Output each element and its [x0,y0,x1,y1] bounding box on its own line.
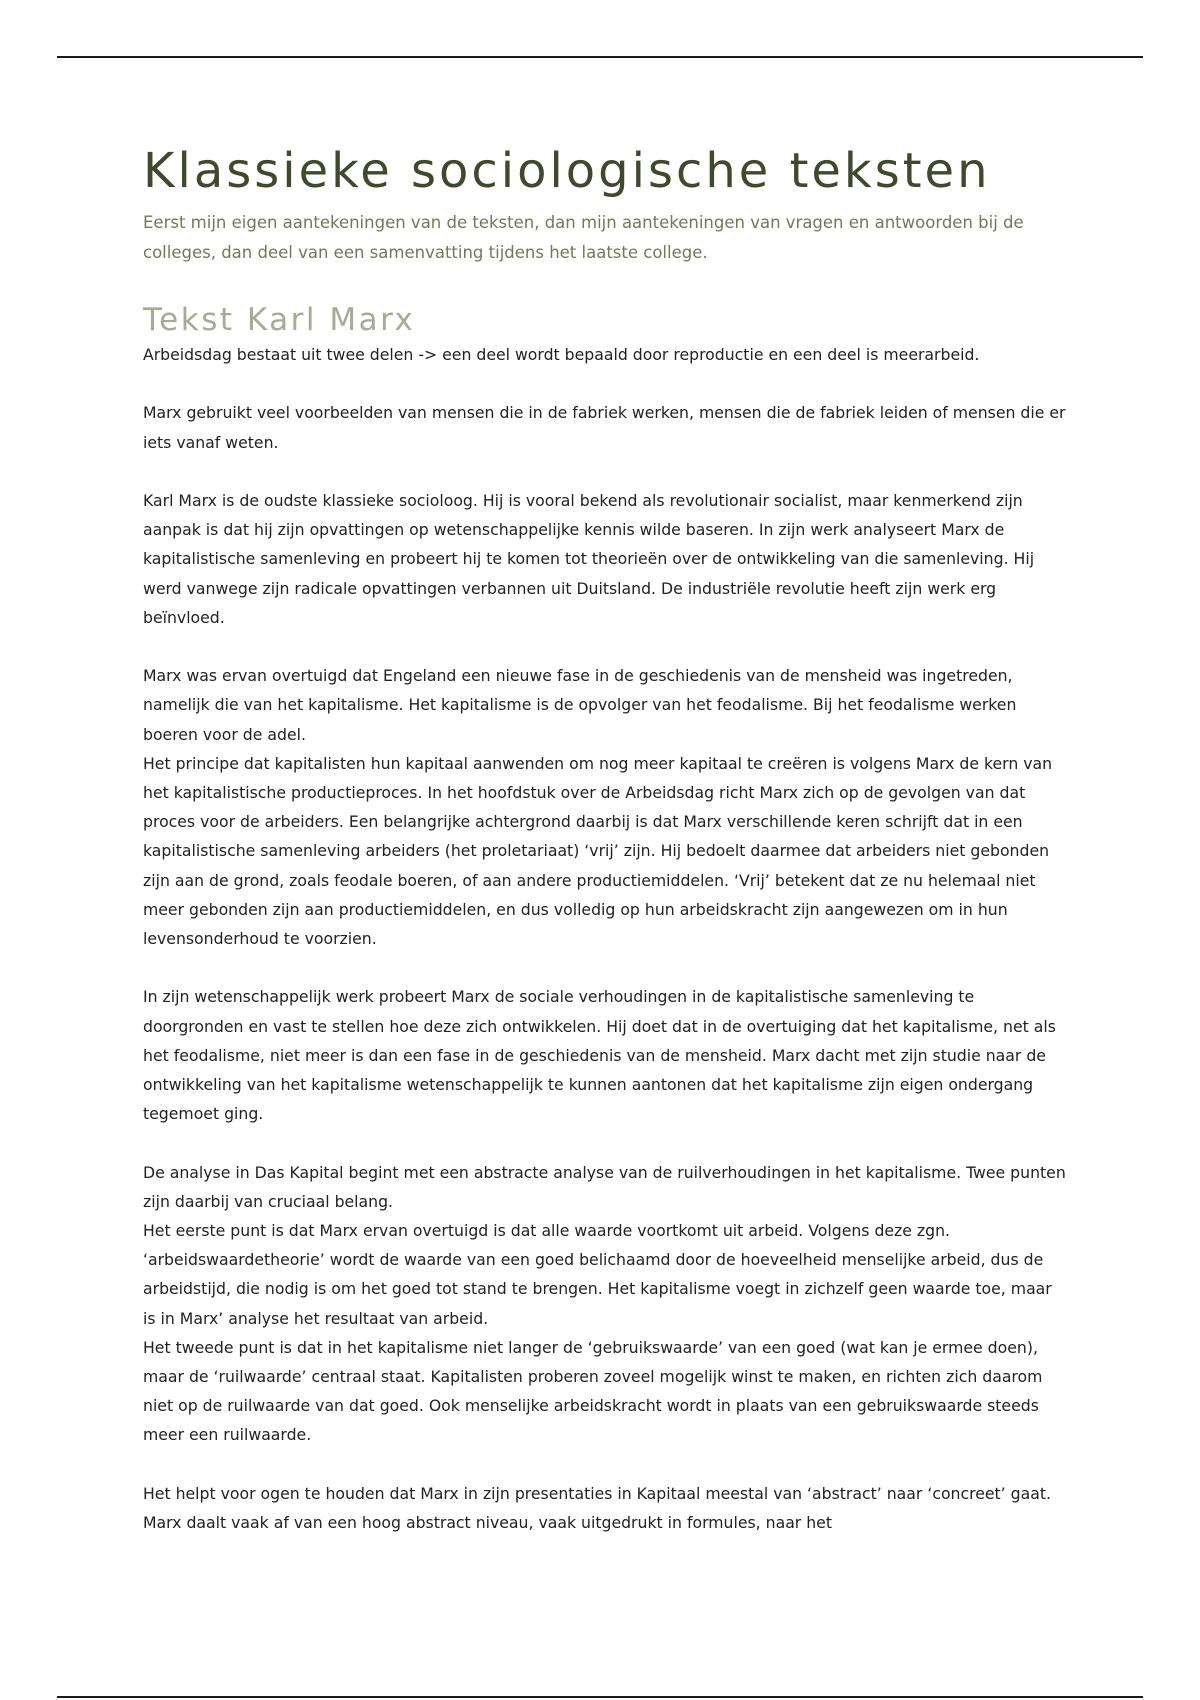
paragraph: Het eerste punt is dat Marx ervan overtuigd is dat alle waarde voortkomt uit arbeid. Volgens deze zgn. ‘arbeidswaardetheorie’ wordt de waarde van een goed belichaamd door de hoeveelheid menselijke arbeid, dus de arbeidstijd, die nodig is om het goed tot stand te brengen. Het kapitalisme voegt in zichzelf geen waarde toe, maar is in Marx’ analyse het resultaat van arbeid. [143,1221,1052,1328]
paragraph: Arbeidsdag bestaat uit twee delen -> een deel wordt bepaald door reproductie en een deel is meerarbeid. [143,345,980,364]
paragraph: Marx gebruikt veel voorbeelden van mensen die in de fabriek werken, mensen die de fabriek leiden of mensen die er iets vanaf weten. [143,403,1066,452]
paragraph: In zijn wetenschappelijk werk probeert Marx de sociale verhoudingen in de kapitalistische samenleving te doorgronden en vast te stellen hoe deze zich ontwikkelen. Hij doet dat in de overtuiging dat het kapitalisme, net als het feodalisme, niet meer is dan een fase in de geschiedenis van de mensheid. Marx dacht met zijn studie naar de ontwikkeling van het kapitalisme wetenschappelijk te kunnen aantonen dat het kapitalisme zijn eigen ondergang tegemoet ging. [143,987,1056,1124]
document-title: Klassieke sociologische teksten [143,143,991,199]
document-body [143,140,1068,1537]
document-subtitle: Eerst mijn eigen aantekeningen van de teksten, dan mijn aantekeningen van vragen en antwoorden bij de colleges, dan deel van een samenvatting tijdens het laatste college. [143,213,1024,262]
paragraph: Het principe dat kapitalisten hun kapitaal aanwenden om nog meer kapitaal te creëren is volgens Marx de kern van het kapitalistische productieproces. In het hoofdstuk over de Arbeidsdag richt Marx zich op de gevolgen van dat proces voor de arbeiders. Een belangrijke achtergrond daarbij is dat Marx verschillende keren schrijft dat in een kapitalistische samenleving arbeiders (het proletariaat) ‘vrij’ zijn. Hij bedoelt daarmee dat arbeiders niet gebonden zijn aan de grond, zoals feodale boeren, of aan andere productiemiddelen. ‘Vrij’ betekent dat ze nu helemaal niet meer gebonden zijn aan productiemiddelen, en dus volledig op hun arbeidskracht zijn aangewezen om in hun levensonderhoud te voorzien. [143,753,1053,949]
paragraph: Het tweede punt is dat in het kapitalisme niet langer de ‘gebruikswaarde’ van een goed (wat kan je ermee doen), maar de ‘ruilwaarde’ centraal staat. Kapitalisten proberen zoveel mogelijk winst te maken, en richten zich daarom niet op de ruilwaarde van dat goed. Ook menselijke arbeidskracht wordt in plaats van een gebruikswaarde steeds meer een ruilwaarde. [143,1337,1043,1445]
paragraph: Karl Marx is de oudste klassieke socioloog. Hij is vooral bekend als revolutionair socialist, maar kenmerkend zijn aanpak is dat hij zijn opvattingen op wetenschappelijke kennis wilde baseren. In zijn werk analyseert Marx de kapitalistische samenleving en probeert hij te komen tot theorieën over de ontwikkeling van die samenleving. Hij werd vanwege zijn radicale opvattingen verbannen uit Duitsland. De industriële revolutie heeft zijn werk erg beïnvloed. [143,490,1035,627]
bottom-horizontal-rule [57,1696,1143,1698]
section-heading: Tekst Karl Marx [143,302,416,338]
top-horizontal-rule [57,56,1143,58]
paragraph: De analyse in Das Kapital begint met een abstracte analyse van de ruilverhoudingen in het kapitalisme. Twee punten zijn daarbij van cruciaal belang. [143,1162,1066,1211]
paragraph: Marx was ervan overtuigd dat Engeland een nieuwe fase in de geschiedenis van de mensheid was ingetreden, namelijk die van het kapitalisme. Het kapitalisme is de opvolger van het feodalisme. Bij het feodalisme werken boeren voor de adel. [143,666,1017,744]
paragraph: Het helpt voor ogen te houden dat Marx in zijn presentaties in Kapitaal meestal van ‘abstract’ naar ‘concreet’ gaat. Marx daalt vaak af van een hoog abstract niveau, vaak uitgedrukt in formules, naar het [143,1483,1051,1533]
